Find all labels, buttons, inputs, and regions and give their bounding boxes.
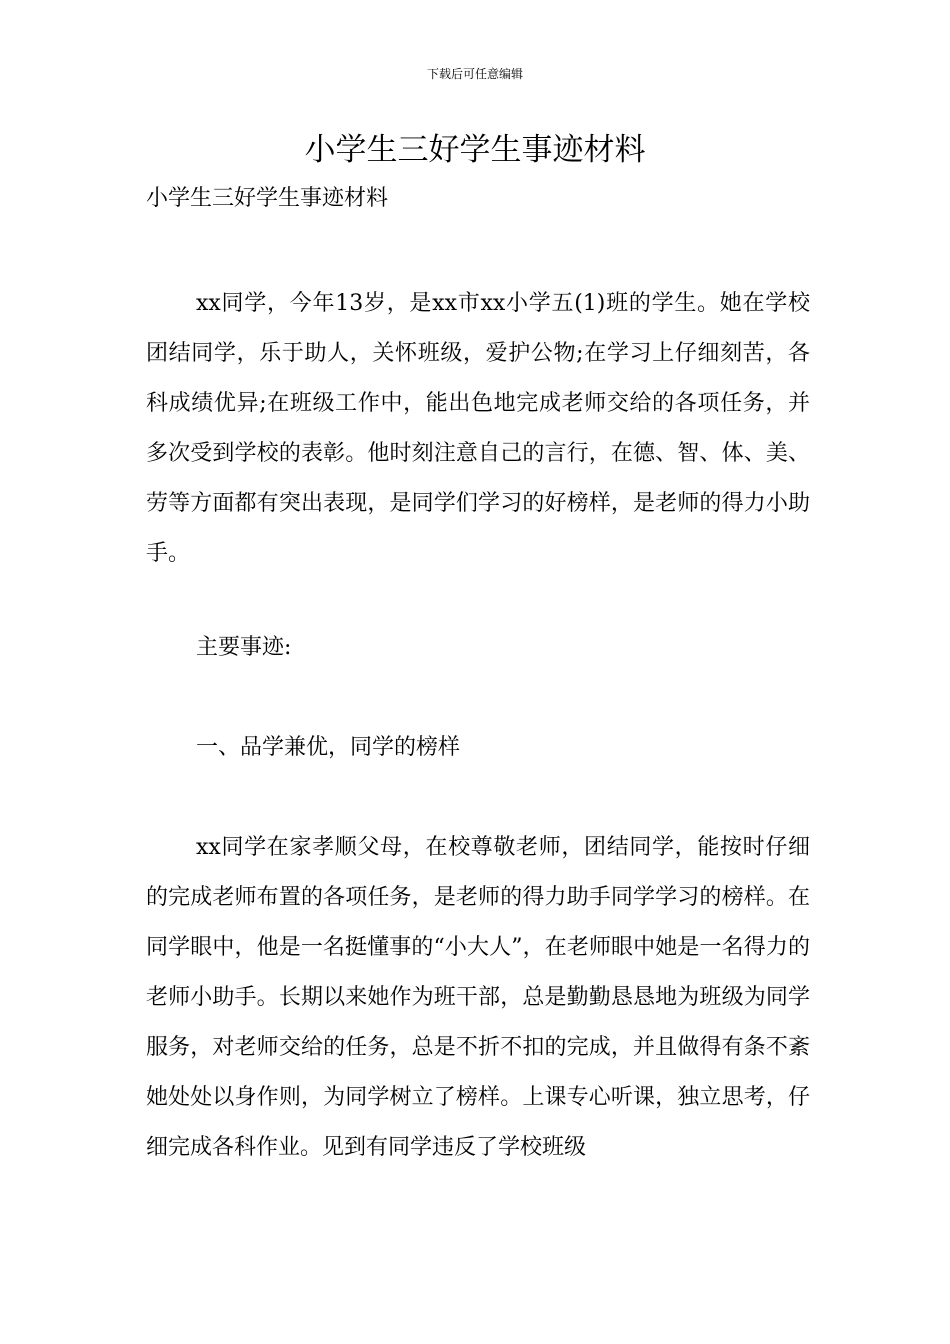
section-1-paragraph: xx同学在家孝顺父母，在校尊敬老师，团结同学，能按时仔细的完成老师布置的各项任务，是老师的得力助手同学学习的榜样。在同学眼中，他是一名挺懂事的“小大人”，在老师眼中她是一名得力的老师小助手。长期以来她作为班干部，总是勤勤恳恳地为班级为同学服务，对老师交给的任务，总是不折不扣的完成，并且做得有条不紊她处处以身作则，为同学树立了榜样。上课专心听课，独立思考，仔细完成各科作业。见到有同学违反了学校班级: [146, 835, 810, 1160]
document-title: 小学生三好学生事迹材料: [304, 132, 646, 168]
main-deeds-heading: 主要事迹:: [196, 635, 292, 660]
header-note: 下载后可任意编辑: [426, 67, 523, 81]
intro-paragraph: xx同学，今年13岁，是xx市xx小学五(1)班的学生。她在学校团结同学，乐于助人，关怀班级，爱护公物;在学习上仔细刻苦，各科成绩优异;在班级工作中，能出色地完成老师交给的各项任务，并多次受到学校的表彰。他时刻注意自己的言行，在德、智、体、美、劳等方面都有突出表现，是同学们学习的好榜样，是老师的得力小助手。: [146, 291, 810, 566]
section-heading-1: 一、品学兼优，同学的榜样: [196, 735, 461, 760]
document-subtitle: 小学生三好学生事迹材料: [146, 186, 389, 211]
